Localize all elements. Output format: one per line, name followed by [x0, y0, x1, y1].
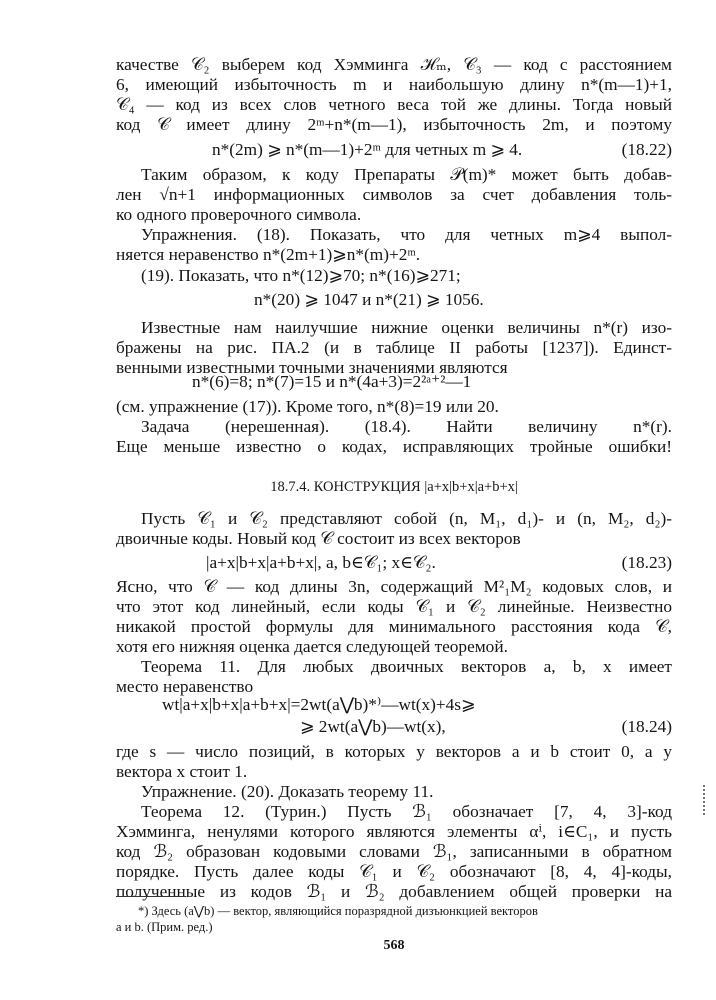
formula: n*(2m) ⩾ n*(m—1)+2ᵐ для четных m ⩾ 4. — [212, 140, 523, 159]
text-line: порядке. Пусть далее коды 𝒞₁ и 𝒞₂ обозначают [8, 4, 4]-коды, — [116, 862, 672, 881]
footnote-line: a и b. (Прим. ред.) — [116, 920, 213, 934]
text-line: вектора x стоит 1. — [116, 762, 248, 781]
text-line: няется неравенство n*(2m+1)⩾n*(m)+2ᵐ. — [116, 245, 421, 264]
scan-artifact — [703, 785, 707, 815]
text-line: Известные нам наилучшие нижние оценки величины n*(r) изо- — [141, 318, 672, 337]
text-line: (19). Показать, что n*(12)⩾70; n*(16)⩾271; — [141, 266, 461, 285]
text-line: хотя его нижняя оценка дается следующей теоремой. — [116, 637, 508, 656]
text-line: где s — число позиций, в которых у векторов a и b стоит 0, а у — [116, 742, 672, 761]
text-line: лен √n+1 информационных символов за счет добавления толь- — [116, 185, 672, 204]
text-line: Упражнения. (18). Показать, что для четных m⩾4 выпол- — [141, 225, 672, 244]
text-line: 𝒞₄ — код из всех слов четного веса той же длины. Тогда новый — [116, 95, 672, 114]
equation-number: (18.24) — [621, 717, 672, 736]
text-line: Упражнение. (20). Доказать теорему 11. — [141, 782, 434, 801]
text-line: (см. упражнение (17)). Кроме того, n*(8)=19 или 20. — [116, 397, 499, 416]
text-line: место неравенство — [116, 677, 254, 696]
formula: |a+x|b+x|a+b+x|, a, b∈𝒞₁; x∈𝒞₂. — [206, 553, 436, 572]
text-line: код ℬ₂ образован кодовыми словами ℬ₁, записанными в обратном — [116, 842, 672, 861]
page-number: 568 — [383, 938, 405, 953]
formula: wt|a+x|b+x|a+b+x|=2wt(a⋁b)*⁾—wt(x)+4s⩾ — [162, 695, 476, 714]
text-line: что этот код линейный, если коды 𝒞₁ и 𝒞₂ линейные. Неизвестно — [116, 597, 672, 616]
formula: n*(6)=8; n*(7)=15 и n*(4a+3)=2²ᵃ⁺²—1 — [192, 372, 472, 391]
text-line: Таким образом, к коду Препараты 𝒫(m)* может быть добав- — [141, 165, 672, 184]
text-line: код 𝒞 имеет длину 2ᵐ+n*(m—1), избыточность 2m, и поэтому — [116, 115, 672, 134]
text-line: двоичные коды. Новый код 𝒞 состоит из всех векторов — [116, 529, 521, 548]
text-line: бражены на рис. ПА.2 (и в таблице II работы [1237]). Единст- — [116, 338, 672, 357]
text-line: Теорема 12. (Турин.) Пусть ℬ₁ обозначает [7, 4, 3]-код — [141, 802, 672, 821]
section-heading: 18.7.4. КОНСТРУКЦИЯ |a+x|b+x|a+b+x| — [270, 479, 518, 495]
text-line: ко одного проверочного символа. — [116, 205, 362, 224]
formula: ⩾ 2wt(a⋁b)—wt(x), — [300, 717, 446, 736]
text-line: никакой простой формулы для минимального расстояния кода 𝒞, — [116, 617, 672, 636]
text-line: Хэмминга, ненулями которого являются элементы αⁱ, i∈C₁, и пусть — [116, 822, 672, 841]
text-line: Еще меньше известно о кодах, исправляющих тройные ошибки! — [116, 437, 672, 456]
text-line: Задача (нерешенная). (18.4). Найти величину n*(r). — [141, 417, 672, 436]
text-line: Теорема 11. Для любых двоичных векторов a, b, x имеет — [141, 657, 672, 676]
text-line: Пусть 𝒞₁ и 𝒞₂ представляют собой (n, M₁, d₁)- и (n, M₂, d₂)- — [141, 509, 672, 528]
equation-number: (18.22) — [621, 140, 672, 159]
text-line: 6, имеющий избыточность m и наибольшую длину n*(m—1)+1, — [116, 75, 672, 94]
text-line: полученные из кодов ℬ₁ и ℬ₂ добавлением общей проверки на — [116, 882, 672, 901]
footnote-line: *) Здесь (a⋁b) — вектор, являющийся поразрядной дизъюнкцией векторов — [138, 904, 538, 918]
text-line: качестве 𝒞₂ выберем код Хэмминга ℋₘ, 𝒞₃ — код с расстоянием — [116, 55, 672, 74]
formula: n*(20) ⩾ 1047 и n*(21) ⩾ 1056. — [254, 290, 484, 309]
text-line: венными известными точными значениями являются — [116, 358, 508, 377]
text-line: Ясно, что 𝒞 — код длины 3n, содержащий M²₁M₂ кодовых слов, и — [116, 577, 672, 596]
equation-number: (18.23) — [621, 553, 672, 572]
footnote-rule — [116, 896, 186, 897]
